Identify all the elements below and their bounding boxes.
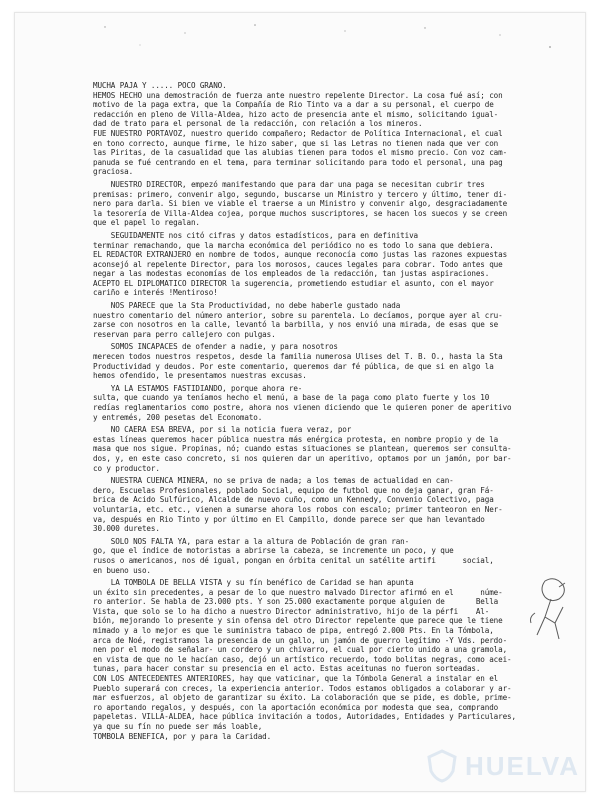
text-line: CON LOS ANTECEDENTES ANTERIORES, hay que vaticinar, que la Tómbola General a instalar en el xyxy=(93,674,499,684)
text-line: ya que su fín no puede ser más loable, xyxy=(93,722,263,731)
text-line: NUESTRO DIRECTOR, empezó manifestando que para dar una paga se necesitan cubrir tres xyxy=(93,179,485,189)
text-line: las Piritas, de la casualidad que las alubias tienen para todos el mismo precio. Con voz cam- xyxy=(93,148,508,158)
text-line: en tono correcto, aunque firme, le hizo saber, que si las Letras no tienen nada que ver con xyxy=(93,138,499,148)
text-line: cariño e interés !Mentiroso! xyxy=(93,288,218,298)
text-line: ro anterior. Se habla de 23.000 pts. Y son 25.000 exactamente porque alguien de Bella xyxy=(93,597,499,607)
text-line: ACEPTO EL DIPLOMATICO DIRECTOR la sugerencia, prometiendo estudiar el asunto, con el mayor xyxy=(93,278,494,288)
text-line: estas líneas queremos hacer pública nuestra más enérgica protesta, en nombre propio y de la xyxy=(93,434,499,444)
text-line: arca de Noé, registramos la presencia de un gallo, un jamón de guerro legítimo -Y Vds. perdo- xyxy=(93,635,508,645)
text-line: HEMOS HECHO una demostración de fuerza ante nuestro repelente Director. La cosa fué así; con xyxy=(93,90,503,100)
text-line: 30.000 duretes. xyxy=(93,524,160,534)
text-line: NUESTRA CUENCA MINERA, no se priva de nada; a los temas de actualidad en can- xyxy=(93,476,454,486)
text-line: sulta, que cuando ya teníamos hecho el menú, a base de la paga como plato fuerte y los 10 xyxy=(93,393,490,403)
text-line: papeletas. VILLA-ALDEA, hace pública invitación a todos, Autoridades, Entidades y Particulares, xyxy=(93,712,516,722)
document-page xyxy=(14,12,586,792)
text-line: go, que el índice de motoristas a abrirse la cabeza, se incremente un poco, y que xyxy=(93,546,454,556)
text-line: brica de Acido Sulfúrico, Alcalde de nuevo cuño, como un Kennedy, Convenio Colectivo, paga xyxy=(93,495,494,505)
text-line: reservan para perro callejero con pulgas. xyxy=(93,329,276,339)
cartoon-sketch-icon xyxy=(515,573,585,643)
text-line: dero, Escuelas Profesionales, poblado Social, equipo de futbol que no deja ganar, gran Fá- xyxy=(93,485,494,495)
archive-shield-icon xyxy=(425,749,459,783)
text-line: bión, mejorando lo presente y sin ofensa del otro Director repelente que parece que le tiene xyxy=(93,616,503,626)
text-line: premisas: primero, convenir algo, segundo, buscarse un Ministro y tercero y último, tener di- xyxy=(93,189,508,199)
paper-specks xyxy=(45,19,565,59)
text-line: voluntaria, etc. etc., vienen a sumarse ahora los robos con escalo; primer tanteoron en Ner- xyxy=(93,504,503,514)
text-line: motivo de la paga extra, que la Compañía de Rio Tinto va a dar a su personal, el cuerpo de xyxy=(93,100,494,110)
text-line: redías reglamentarios como postre, ahora nos vienen diciendo que le quieren poner de aperitivo xyxy=(93,403,512,412)
text-line: Pueblo superará con creces, la experiencia anterior. Todos estamos obligados a colaborar y ar- xyxy=(93,683,512,693)
text-line: y entremés, 200 pesetas del Economato. xyxy=(93,412,263,422)
text-line: nen por el modo de señalar- un cordero y un chivarro, el cual por cierto unido a una gramola, xyxy=(93,645,508,655)
text-line: que el papel lo regalan. xyxy=(93,218,200,228)
text-line: va, después en Rio Tinto y por último en El Campillo, donde parece ser que han levantado xyxy=(93,514,485,524)
text-line: merecen todos nuestros respetos, desde la familia numerosa Ulises del T. B. O., hasta la Sta xyxy=(93,352,503,362)
text-line: nuestro comentario del número anterior, sobre su parentela. Lo decíamos, porque ayer al cru- xyxy=(93,310,503,320)
text-line: SOLO NOS FALTA YA, para estar a la altura de Población de gran ran- xyxy=(93,536,410,546)
text-line: EL REDACTOR EXTRANJERO en nombre de todos, aunque reconocía como justas las razones expuestas xyxy=(93,250,508,260)
text-line: dos, y, en este caso concreto, si nos quieren dar un aperitivo, optamos por un jamón, por bar- xyxy=(93,453,512,463)
text-line: panuda se fué centrando en el tema, para terminar solicitando para todo el personal, una pag xyxy=(93,157,503,167)
text-line: YA LA ESTAMOS FASTIDIANDO, porque ahora re- xyxy=(93,383,303,393)
text-line: mar esfuerzos, al objeto de garantizar su éxito. La colaboración que se pide, es doble, prime- xyxy=(93,693,512,703)
text-line: mimado y a lo mejor es que le suministra tabaco de pipa, entregó 2.000 Pts. En la Tómbola, xyxy=(93,626,494,636)
text-line: aconsejó al repelente Director, para los morosos, cauces legales para cobrar. Todo antes que xyxy=(93,259,503,269)
text-line: zarse con nosotros en la calle, levantó la barbilla, y nos envió una mirada, de esas que se xyxy=(93,320,499,330)
text-line: redacción en pleno de Villa-Aldea, hizo acto de presencia ante el mismo, solicitando igual- xyxy=(93,109,499,119)
text-line: Vista, que solo se lo ha dicho a nuestro Director administrativo, hijo de la pérfi Al- xyxy=(93,606,490,616)
text-line: SOMOS INCAPACES de ofender a nadie, y para nosotros xyxy=(93,342,338,352)
text-line: en bueno uso. xyxy=(93,565,151,575)
text-line: graciosa. xyxy=(93,167,134,177)
text-line: tunas, para hacer constar su presencia en el acto. Estas aceitunas no fueron sorteadas. xyxy=(93,664,481,674)
text-line: dad de trato para el personal de la redacción, con relación a los mineros. xyxy=(93,119,423,129)
text-line: en vista de que no le hacían caso, dejó un artístico recuerdo, todo bolitas negras, como acei- xyxy=(93,654,512,664)
document-text xyxy=(93,81,586,741)
text-line: masa que nos sigue. Propinas, nó; cuando estas situaciones se plantean, queremos ser consulta- xyxy=(93,444,512,454)
text-line: LA TOMBOLA DE BELLA VISTA y su fín benéfico de Caridad se han apunta xyxy=(93,578,414,588)
text-line: negar a las modestas economías de los empleados de la redacción, tan justas aspiraciones. xyxy=(93,269,490,279)
text-line: co y productor. xyxy=(93,463,160,473)
text-line: Productividad y deudos. Por este comentario, queremos dar fé pública, de que si en algo la xyxy=(93,361,494,371)
watermark-text: HUELVA xyxy=(465,751,581,781)
text-line: FUE NUESTRO PORTAVOZ, nuestro querido compañero; Redactor de Política Internacional, el cual xyxy=(93,128,503,138)
text-line: la tesorería de Villa-Aldea cojea, porque muchos suscriptores, se hacen los suecos y se creen xyxy=(93,208,508,218)
text-line: NO CAERA ESA BREVA, por si la noticia fuera veraz, por xyxy=(93,425,352,435)
text-line: hemos ofendido, le presentamos nuestras excusas. xyxy=(93,371,307,381)
text-line: un éxito sin precedentes, a pesar de lo que nuestro malvado Director afirmó en el núme- xyxy=(93,587,503,597)
text-line: ro aportando regalos, y después, con la aportación económica por modesta que sea, comprando xyxy=(93,702,499,712)
text-line: MUCHA PAJA Y ..... POCO GRANO. xyxy=(93,81,227,90)
text-line: NOS PARECE que la Sta Productividad, no debe haberle gustado nada xyxy=(93,301,401,311)
text-line: SEGUIDAMENTE nos citó cifras y datos estadísticos, para en definitiva xyxy=(93,230,418,240)
archive-watermark xyxy=(425,749,581,783)
text-line: rusos o americanos, nos dé igual, pongan en órbita cenital un satélite artifi social, xyxy=(93,555,494,565)
text-line: terminar remachando, que la marcha económica del periódico no es todo lo sana que debiera. xyxy=(93,240,494,250)
text-line: nero para darla. Si bien ve viable el traerse a un Ministro y convenir algo, desgraciadamente xyxy=(93,199,508,209)
text-line: TOMBOLA BENEFICA, por y para la Caridad. xyxy=(93,731,272,741)
